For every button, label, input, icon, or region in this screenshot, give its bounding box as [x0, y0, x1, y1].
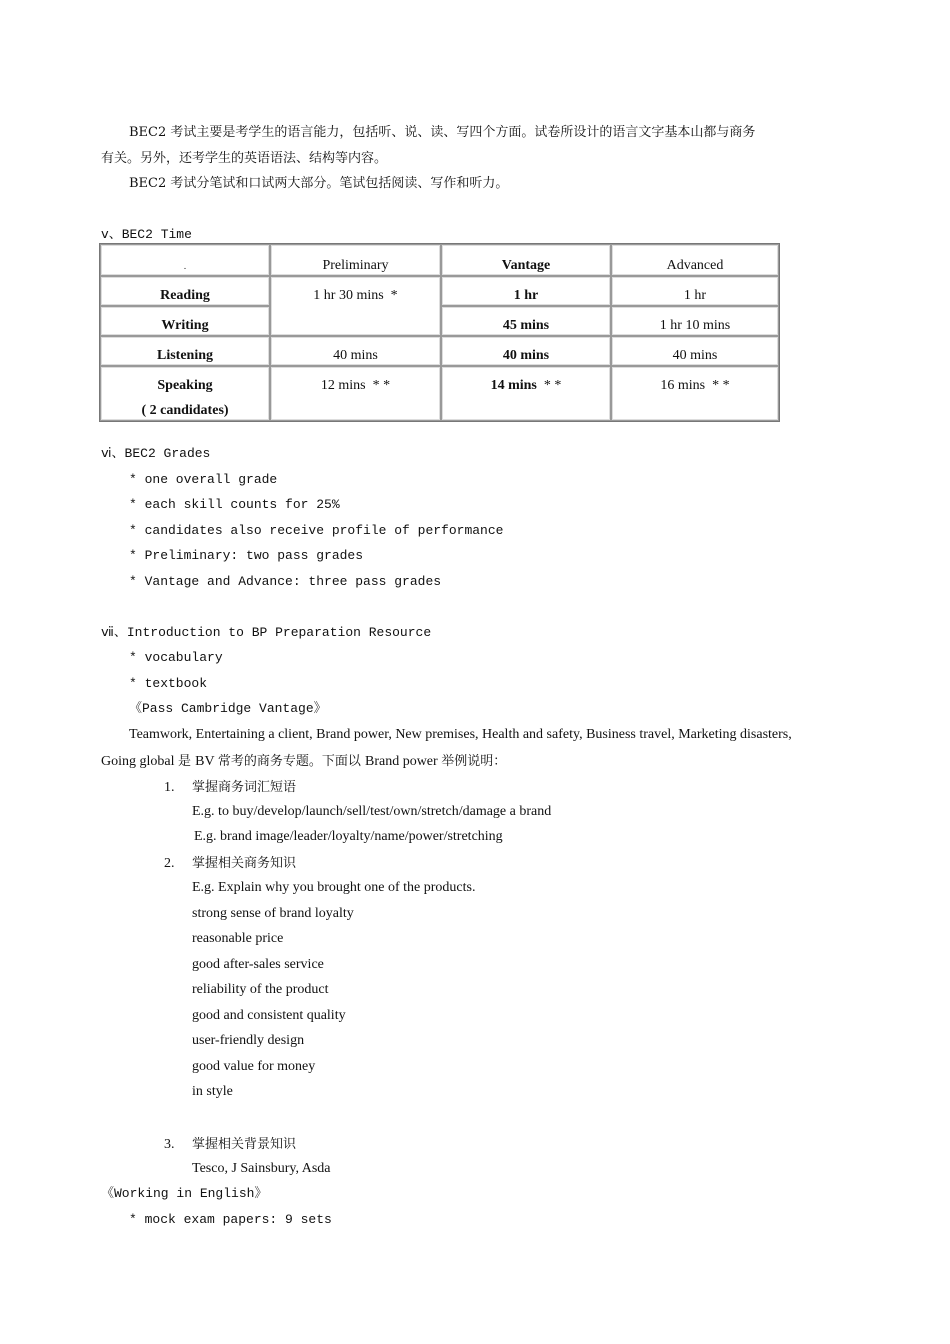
step2-heading	[164, 853, 296, 873]
step1-line: E.g. brand image/leader/loyalty/name/power/stretching	[194, 829, 503, 844]
grades-item: * Vantage and Advance: three pass grades	[129, 574, 442, 589]
step2-line: E.g. Explain why you brought one of the products.	[192, 880, 476, 895]
step1-line: E.g. to buy/develop/launch/sell/test/own/stretch/damage a brand	[192, 804, 552, 819]
step2-title: 掌握相关商务知识	[192, 856, 297, 871]
grades-section-heading: ⅵ、BEC2 Grades	[101, 446, 211, 461]
speaking-advanced: 16 mins * *	[611, 366, 779, 421]
step3-title: 掌握相关背景知识	[192, 1137, 297, 1152]
step2-line: reliability of the product	[192, 982, 329, 997]
grades-item: * candidates also receive profile of performance	[129, 523, 504, 538]
skill-reading: Reading	[100, 276, 270, 306]
step2-number: 2.	[164, 856, 175, 871]
step2-line: in style	[192, 1084, 233, 1099]
grades-item: * each skill counts for 25%	[129, 497, 340, 512]
reading-writing-preliminary: 1 hr 30 mins *	[270, 276, 441, 336]
table-header-row	[100, 244, 779, 276]
table-row-listening	[100, 336, 779, 366]
resource-item: * textbook	[129, 676, 208, 691]
listening-preliminary: 40 mins	[270, 336, 441, 366]
table-row-speaking	[100, 366, 779, 421]
step2-line: user-friendly design	[192, 1033, 305, 1048]
listening-advanced: 40 mins	[611, 336, 779, 366]
grades-item: * Preliminary: two pass grades	[129, 548, 364, 563]
intro-para1-line2: 有关。另外，还考学生的英语语法、结构等内容。	[101, 151, 388, 166]
skill-listening: Listening	[100, 336, 270, 366]
time-section-heading: ⅴ、BEC2 Time	[101, 227, 192, 242]
reading-advanced: 1 hr	[611, 276, 779, 306]
table-row-reading	[100, 276, 779, 306]
intro-para1-line1: BEC2 考试主要是考学生的语言能力，包括听、说、读、写四个方面。试卷所设计的语言文字基本山都与商务	[129, 125, 756, 140]
step1-number: 1.	[164, 780, 175, 795]
header-vantage: Vantage	[441, 244, 611, 276]
skill-speaking: Speaking ( 2 candidates)	[100, 366, 270, 421]
intro-para2: BEC2 考试分笔试和口试两大部分。笔试包括阅读、写作和听力。	[129, 176, 509, 191]
grades-item: * one overall grade	[129, 472, 278, 487]
topics-line2: Going global 是 BV 常考的商务专题。下面以 Brand power 举例说明：	[101, 754, 507, 769]
step2-line: good and consistent quality	[192, 1008, 346, 1023]
listening-vantage: 40 mins	[441, 336, 611, 366]
step2-line: good after-sales service	[192, 957, 324, 972]
step1-title: 掌握商务词汇短语	[192, 780, 297, 795]
header-preliminary: Preliminary	[270, 244, 441, 276]
step2-line: reasonable price	[192, 931, 284, 946]
resource-item: * vocabulary	[129, 650, 223, 665]
step2-line: strong sense of brand loyalty	[192, 906, 354, 921]
step3-number: 3.	[164, 1137, 175, 1152]
step3-heading	[164, 1134, 296, 1154]
speaking-preliminary: 12 mins * *	[270, 366, 441, 421]
reading-vantage: 1 hr	[441, 276, 611, 306]
skill-writing: Writing	[100, 306, 270, 336]
book-title-pass-cambridge: 《Pass Cambridge Vantage》	[129, 701, 327, 716]
speaking-vantage: 14 mins * *	[441, 366, 611, 421]
speaking-note: ( 2 candidates)	[141, 403, 229, 418]
topics-line1: Teamwork, Entertaining a client, Brand power, New premises, Health and safety, Business travel, Marketing disasters,	[129, 727, 792, 742]
book2-item: * mock exam papers: 9 sets	[129, 1212, 332, 1227]
table-corner-cell: .	[100, 244, 270, 276]
step2-line: good value for money	[192, 1059, 316, 1074]
book-title-working-in-english: 《Working in English》	[101, 1186, 268, 1201]
exam-time-table	[99, 243, 780, 422]
step1-heading	[164, 777, 296, 797]
resource-section-heading: ⅶ、Introduction to BP Preparation Resource	[101, 625, 432, 640]
header-advanced: Advanced	[611, 244, 779, 276]
writing-advanced: 1 hr 10 mins	[611, 306, 779, 336]
step3-line: Tesco, J Sainsbury, Asda	[192, 1161, 331, 1176]
writing-vantage: 45 mins	[441, 306, 611, 336]
